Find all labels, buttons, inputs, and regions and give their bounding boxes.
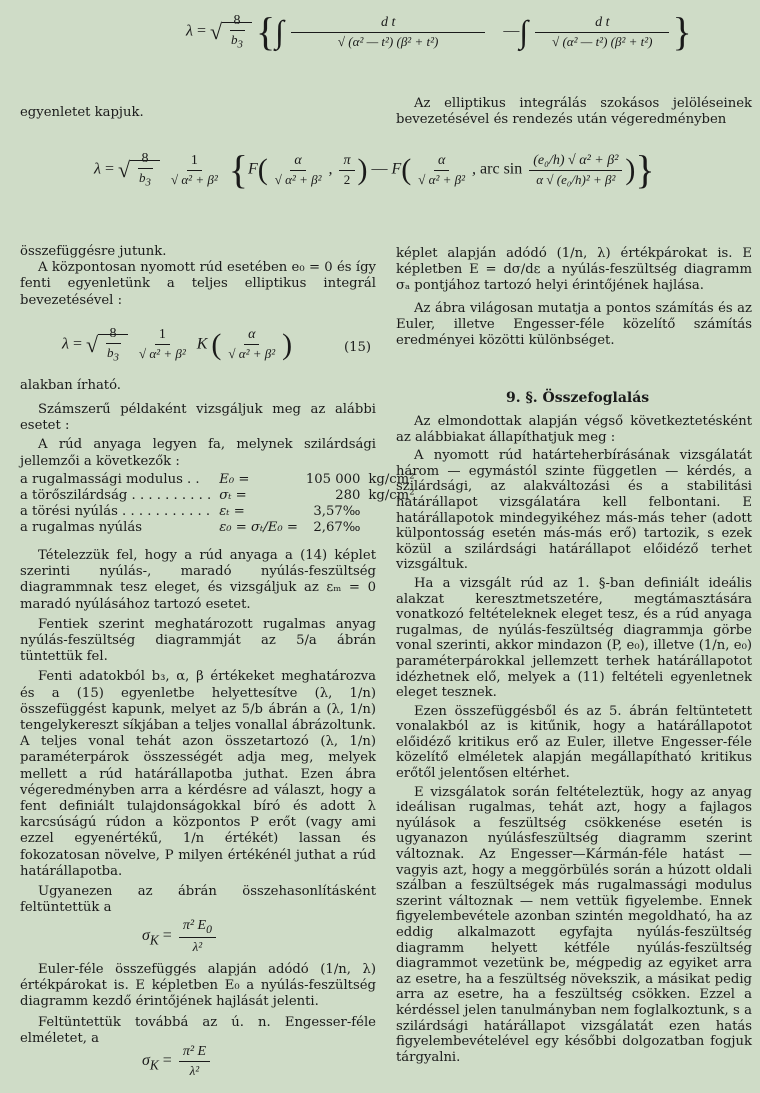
paragraph: E vizsgálatok során feltételeztük, hogy az anyag ideálisan rugalmas, tehát azt, hogy a fajlagos nyúlások a feszültség csökkenése esetén is ugyanazon nyúlásfeszültség diagramm szerint változnak. Az Engesser—Kármán-féle hatást — vagyis azt, hogy a meggörbülés során a húzott oldali szálban a feszültségek más rugalmassági modulus szerint változnak — nem vettük figyelembe. Ennek figyelembevétele azonban szintén megoldható, ha az eddig alkalmazott egyfajta nyúlás-feszültség diagramm helyett kétféle nyúlás-feszültség diagrammot vezetünk be, mégpedig az egyiket arra az esetre, ha a feszültség növekszik, a másikat pedig arra az esetre, ha a feszültség csökken. Ezzel a kérdéssel jelen tanulmányban nem foglalkoztunk, s a szilárdsági határállapot vizsgálatát ezen hatás figyelembevételével egy későbbi dolgozatban fogjuk tárgyalni. [396, 784, 752, 1065]
cell: εₜ = [219, 504, 245, 519]
paragraph: Az elmondottak alapján végső következtetésként az alábbiakat állapíthatjuk meg : [396, 414, 752, 445]
cell: kg/cm² [368, 472, 415, 487]
equation-15: λ = √ $\frac{8}{b_3}$ $\frac{1}{\text{√ α² + β²}}$ K ( $\frac{\alpha}{\text{√ α² + β²}}$ ) [62, 326, 293, 364]
paragraph: összefüggésre jutunk. [20, 244, 167, 259]
right-column-block-2 [396, 414, 752, 1065]
section-title: 9. §. Összefoglalás [506, 390, 650, 406]
cell: 105 000 [305, 472, 361, 487]
cell: a rugalmassági modulus . . [20, 472, 200, 487]
cell: a rugalmas nyúlás [20, 520, 142, 535]
left-column-block-3 [20, 962, 376, 1047]
paragraph: Fenti adatokból b₃, α, β értékeket meghatározva és a (15) egyenletbe helyettesítve (λ, 1/n) összefüggést kapunk, melyet az 5/b ábrán a (λ, 1/n) tengelykereszt síkjában a teljes vonallal ábrázoltunk. A teljes vonal tehát azon összetartozó (λ, 1/n) paraméterpárok összességét adja meg, melyek mellett a rúd határállapotba juthat. Ezen ábra végeredményben arra a kérdésre ad választ, hogy a fent definiált tulajdonságokkal bíró és adott λ karcsúságú rúdon a központos P erőt (vagy ami ezzel egyenértékű, 1/n értékét) lassan és fokozatosan növelve, P milyen értékénél juthat a rúd határállapotba. [20, 669, 376, 879]
cell: σₜ = [219, 488, 247, 503]
cell: a törőszilárdság . . . . . . . . . . [20, 488, 212, 503]
paragraph: képlet alapján adódó (1/n, λ) értékpárokat is. E képletben E = dσ/dε a nyúlás-feszültség diagramm σₐ pontjához tartozó helyi érintőjének hajlása. [396, 246, 752, 294]
cell: kg/cm² [368, 488, 415, 503]
left-column-block-2 [20, 548, 376, 916]
paragraph: Ezen összefüggésből és az 5. ábrán feltüntetett vonalakból az is kitűnik, hogy a határállapotot előidéző kritikus erő az Euler, illetve Engesser-féle közelítő elméletek alapján megállapítható kritikus erőtől jelentősen eltérhet. [396, 703, 752, 782]
cell: E₀ = [219, 472, 250, 487]
text-intro-final [396, 96, 752, 128]
paragraph: Ugyanezen az ábrán összehasonlításként feltüntettük a [20, 884, 376, 916]
equation-lambda-final: λ = √ $\frac{8}{b_3}$ $\frac{1}{\text{√ α² + β²}}$ {F( $\frac{\alpha}{\text{√ α² + β²}}$ , $\frac{\pi}{2}$ ) — F( $\frac{\alpha}{\text{√ α² + β²}}$ , arc sin $\frac{\text{(e₀/h) √ α² + β²}}{\text{α √ (e₀/h)² + β²}}$ )} [94, 147, 655, 192]
paragraph: Fentiek szerint meghatározott rugalmas anyag nyúlás-feszültség diagrammját az 5/a ábrán tüntettük fel. [20, 616, 376, 665]
cell: 280 [335, 488, 361, 503]
paragraph: A rúd anyaga legyen fa, melynek szilárdsági jellemzői a következők : [20, 437, 376, 469]
cell: a törési nyúlás . . . . . . . . . . . [20, 504, 211, 519]
cell: ε₀ = σₜ/E₀ = [219, 520, 298, 535]
table-row [16, 520, 418, 536]
paragraph: A központosan nyomott rúd esetében e₀ = 0 és így fenti egyenletünk a teljes elliptikus integrál bevezetésével : [20, 260, 376, 308]
paragraph: Feltüntettük továbbá az ú. n. Engesser-féle elméletet, a [20, 1014, 376, 1046]
cell: 3,57‰ [313, 504, 361, 519]
paragraph: Az elliptikus integrálás szokásos jelöléseinek bevezetésével és rendezés után végeredményben [396, 96, 752, 128]
equation-lambda-integral: λ = √ $\frac{8}{b_3}$ {∫ $\frac{\text{d t}}{\text{√ (α² — t²) (β² + t²)}}$ —∫ $\frac{\text{d t}}{\text{√ (α² — t²) (β² + t²)}}$ } [186, 9, 692, 54]
paragraph: Ha a vizsgált rúd az 1. §-ban definiált ideális alakzat keresztmetszetére, megtámasztására vonatkozó feltételeknek eleget tesz, és a rúd anyaga rugalmas, de nyúlás-feszültség diagrammja görbe vonal szerinti, akkor mindazon (P, e₀), illetve (1/n, e₀) paraméterpárokkal jellemzett terhek határállapotot idézhetnek elő, melyek a (11) feltételi egyenletnek eleget tesznek. [396, 575, 752, 701]
equation-sigma-engesser: $\sigma_K$ = $\frac{\text{π² E}}{\text{λ²}}$ [142, 1044, 213, 1079]
cell: 2,67‰ [313, 520, 361, 535]
paragraph: Az ábra világosan mutatja a pontos számítás és az Euler, illetve Engesser-féle közelítő számítás eredményei közötti különbséget. [396, 300, 752, 349]
paragraph: A nyomott rúd határteherbírásának vizsgálatát három — egymástól szinte független — kérdés, a szilárdsági, az alakváltozási és a stabilitási határállapot vizsgálatára kell felbontani. E határállapotok mindegyikéhez más-más teher (adott külpontosság esetén más-más erő) tartozik, s ezek közül a szilárdsági határállapot előidéző terhet vizsgáltuk. [396, 448, 752, 573]
text-alakban: alakban írható. [20, 378, 121, 393]
equation-sigma-euler: $\sigma_K$ = $\frac{\pi^2 E_0}{\text{λ²}}$ [142, 918, 219, 955]
table-row [16, 488, 418, 504]
material-table [16, 472, 418, 536]
right-column-block-1 [396, 246, 752, 349]
left-column-block-1 [20, 244, 376, 309]
text-kapjuk: egyenletet kapjuk. [20, 105, 144, 120]
left-example-intro [20, 402, 376, 470]
equation-number: (15) [344, 340, 372, 355]
paragraph: Számszerű példaként vizsgáljuk meg az alábbi esetet : [20, 402, 376, 434]
table-row [16, 504, 418, 520]
table-row [16, 472, 418, 488]
paragraph: Euler-féle összefüggés alapján adódó (1/n, λ) értékpárokat is. E képletben E₀ a nyúlás-feszültség diagramm kezdő érintőjének hajlását jelenti. [20, 962, 376, 1010]
paragraph: Tételezzük fel, hogy a rúd anyaga a (14) képlet szerinti nyúlás-, maradó nyúlás-feszültség diagrammnak tesz eleget, és vizsgáljuk az εₘ = 0 maradó nyúlásához tartozó esetet. [20, 548, 376, 612]
